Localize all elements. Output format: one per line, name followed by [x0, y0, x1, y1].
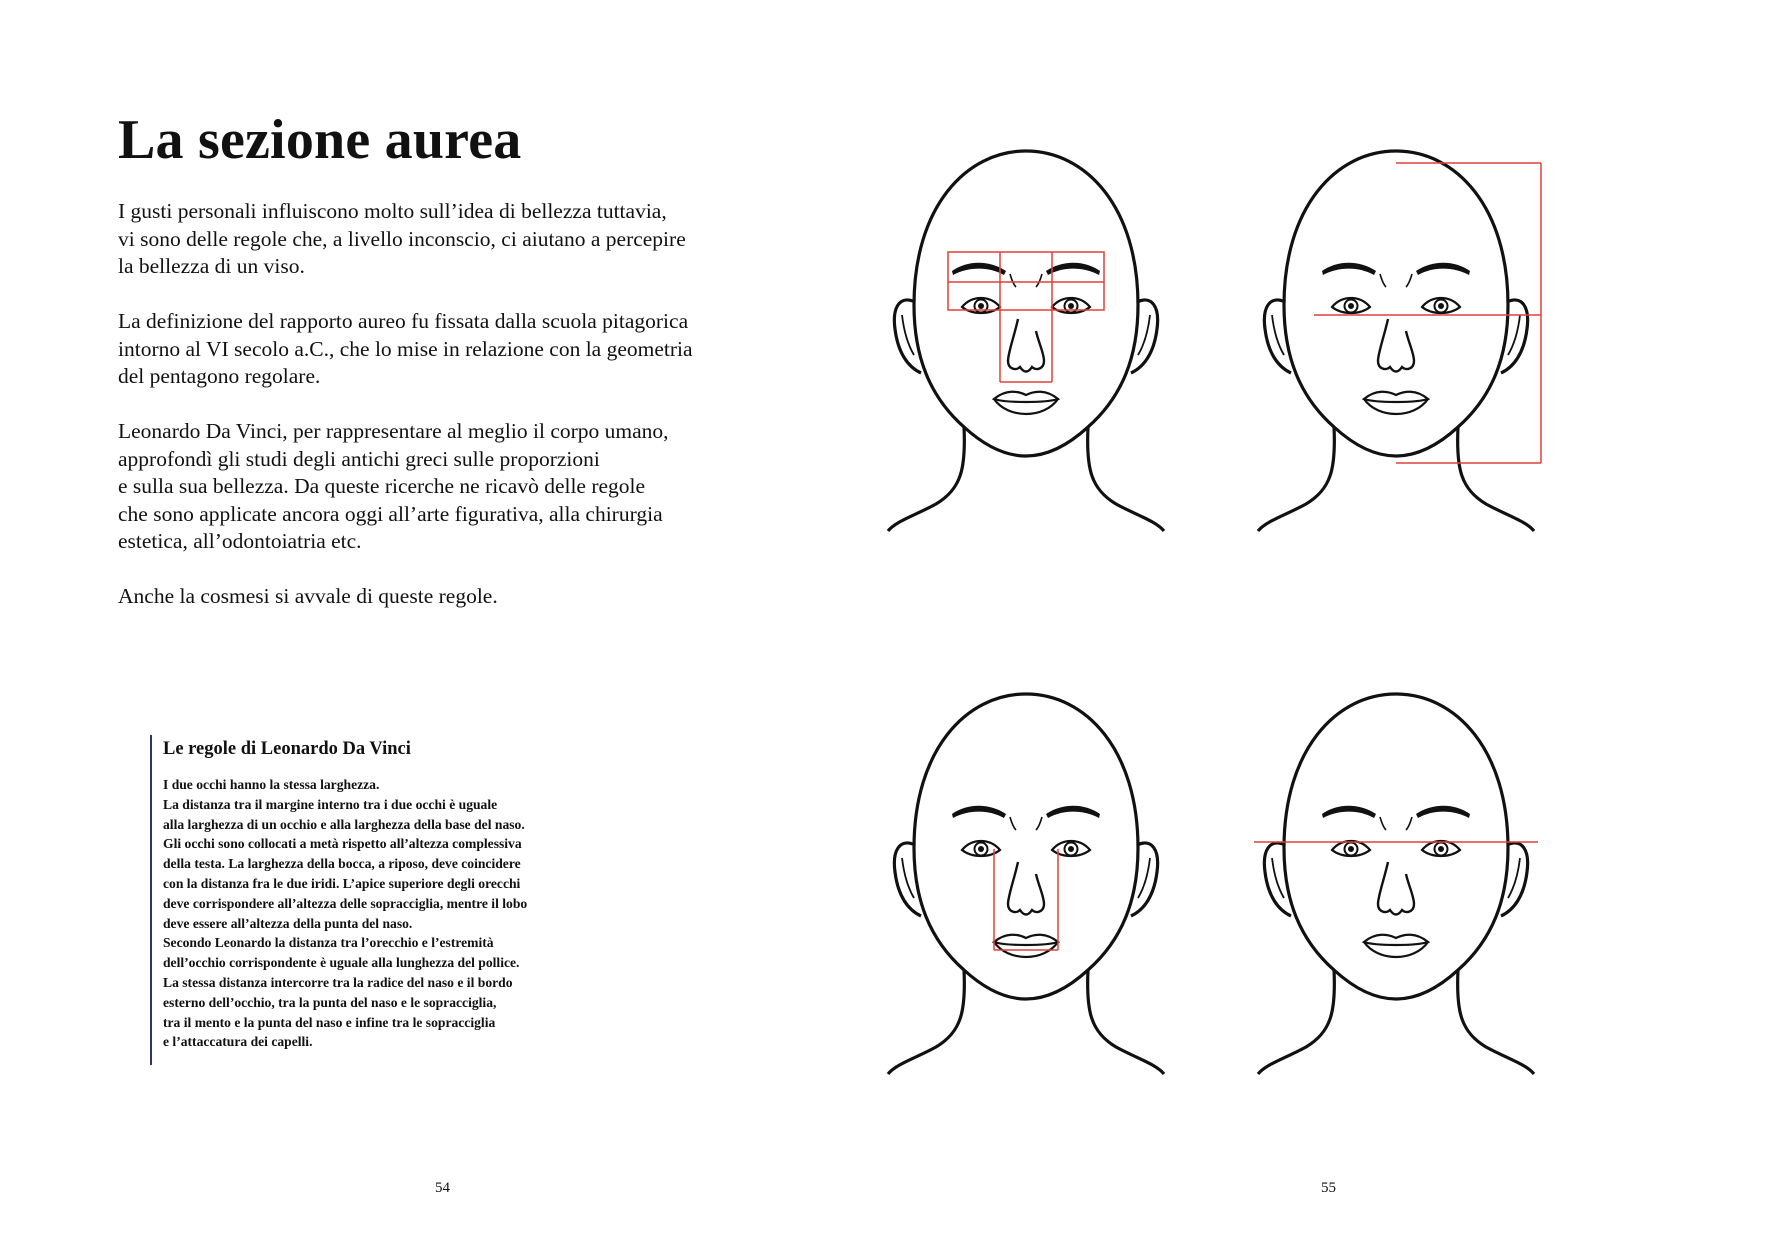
body-text	[118, 198, 798, 638]
paragraph: Anche la cosmesi si avvale di queste regole.	[118, 584, 498, 608]
faces-illustration	[886, 0, 1772, 1241]
face-mouth-iris-lines	[888, 694, 1164, 1074]
page-number-right: 55	[1321, 1180, 1336, 1196]
page-title: La sezione aurea	[118, 109, 522, 171]
leonardo-rules-box	[150, 735, 683, 1065]
face-vertical-halves	[1258, 151, 1541, 531]
right-page	[886, 0, 1772, 1241]
box-text: I due occhi hanno la stessa larghezza. La distanza tra il margine interno tra i due occhi è uguale alla larghezza di un occhio e alla larghezza della base del naso. Gli occhi sono collocati a metà rispetto all’altezza complessiva della testa. La larghezza della bocca, a riposo, deve coincidere con la distanza fra le due iridi. L’apice superiore degli orecchi deve corrispondere all’altezza delle sopracciglia, mentre il lobo deve essere all’altezza della punta del naso. Secondo Leonardo la distanza tra l’orecchio e l’estremità dell’occhio corrispondente è uguale alla lunghezza del pollice. La stessa distanza intercorre tra la radice del naso e il bordo esterno dell’occhio, tra la punta del naso e le sopracciglia, tra il mento e la punta del naso e infine tra le sopracciglia e l’attaccatura dei capelli.	[163, 777, 528, 1050]
face-eye-width-grid	[888, 151, 1164, 531]
page-number-left: 54	[435, 1180, 450, 1196]
box-title: Le regole di Leonardo Da Vinci	[163, 739, 411, 759]
paragraph: I gusti personali influiscono molto sull’idea di bellezza tuttavia, vi sono delle regole che, a livello inconscio, ci aiutano a percepire la bellezza di un viso.	[118, 199, 686, 278]
paragraph: Leonardo Da Vinci, per rappresentare al meglio il corpo umano, approfondì gli studi degli antichi greci sulle proporzioni e sulla sua bellezza. Da queste ricerche ne ricavò delle regole che sono applicate ancora oggi all’arte figurativa, alla chirurgia estetica, all’odontoiatria etc.	[118, 419, 669, 553]
face-brow-ear-line	[1254, 694, 1538, 1074]
paragraph: La definizione del rapporto aureo fu fissata dalla scuola pitagorica intorno al VI secolo a.C., che lo mise in relazione con la geometria del pentagono regolare.	[118, 309, 693, 388]
